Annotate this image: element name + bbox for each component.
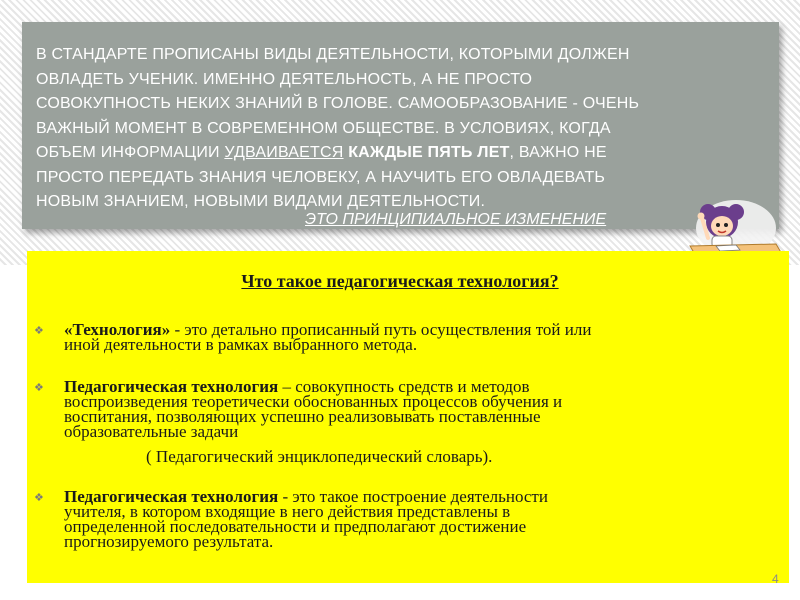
bullet-icon: ❖	[34, 382, 44, 394]
list-item-text: - это детально прописанный путь осуществления той или	[170, 320, 592, 339]
list-item-term: Педагогическая технология	[64, 377, 279, 396]
header-line: В СТАНДАРТЕ ПРОПИСАНЫ ВИДЫ ДЕЯТЕЛЬНОСТИ, КОТОРЫМИ ДОЛЖЕН	[36, 46, 630, 63]
header-line: ПРОСТО ПЕРЕДАТЬ ЗНАНИЯ ЧЕЛОВЕКУ, А НАУЧИТЬ ЕГО ОВЛАДЕВАТЬ	[36, 168, 606, 186]
list-item-line: определенной последовательности и предполагают достижение	[64, 517, 527, 536]
header-line: НОВЫМ ЗНАНИЕМ, НОВЫМИ ВИДАМИ ДЕЯТЕЛЬНОСТИ.	[36, 193, 486, 210]
list-item-text: – совокупность средств и методов	[278, 377, 530, 396]
header-line: СОВОКУПНОСТЬ НЕКИХ ЗНАНИЙ В ГОЛОВЕ. САМООБРАЗОВАНИЕ - ОЧЕНЬ	[36, 95, 640, 112]
header-text-span: ОБЪЕМ ИНФОРМАЦИИ	[36, 144, 225, 161]
header-text-span: , ВАЖНО НЕ	[509, 144, 607, 161]
header-bold-phrase: КАЖДЫЕ ПЯТЬ ЛЕТ	[343, 144, 510, 161]
list-item-line: иной деятельности в рамках выбранного метода.	[64, 335, 418, 354]
list-item-line: учителя, в котором входящие в него действия представлены в	[64, 502, 511, 521]
list-item-term: Педагогическая технология	[64, 487, 279, 506]
page-number: 4	[772, 572, 779, 586]
source-citation: ( Педагогический энциклопедический словарь).	[146, 447, 493, 466]
list-item	[64, 322, 744, 352]
list-item	[64, 489, 744, 549]
list-item-line: образовательные задачи	[64, 422, 239, 441]
bullet-icon: ❖	[34, 325, 44, 337]
header-line: ВАЖНЫЙ МОМЕНТ В СОВРЕМЕННОМ ОБЩЕСТВЕ. В УСЛОВИЯХ, КОГДА	[36, 119, 611, 137]
list-item-text: - это такое построение деятельности	[278, 487, 548, 506]
list-item-line: прогнозируемого результата.	[64, 532, 274, 551]
list-item-line: воспитания, позволяющих успешно реализовывать поставленные	[64, 407, 541, 426]
header-subline: ЭТО ПРИНЦИПИАЛЬНОЕ ИЗМЕНЕНИЕ	[305, 211, 607, 228]
list-item-line: воспроизведения теоретически обоснованных процессов обучения и	[64, 392, 563, 411]
list-item-term: «Технология»	[64, 320, 171, 339]
bullet-icon: ❖	[34, 492, 44, 504]
header-underlined-word: УДВАИВАЕТСЯ	[224, 144, 344, 161]
content-title: Что такое педагогическая технология?	[241, 271, 559, 291]
header-text	[36, 43, 776, 215]
header-line	[36, 141, 776, 166]
list-item	[64, 379, 744, 439]
header-line: ОВЛАДЕТЬ УЧЕНИК. ИМЕННО ДЕЯТЕЛЬНОСТЬ, А НЕ ПРОСТО	[36, 70, 533, 88]
